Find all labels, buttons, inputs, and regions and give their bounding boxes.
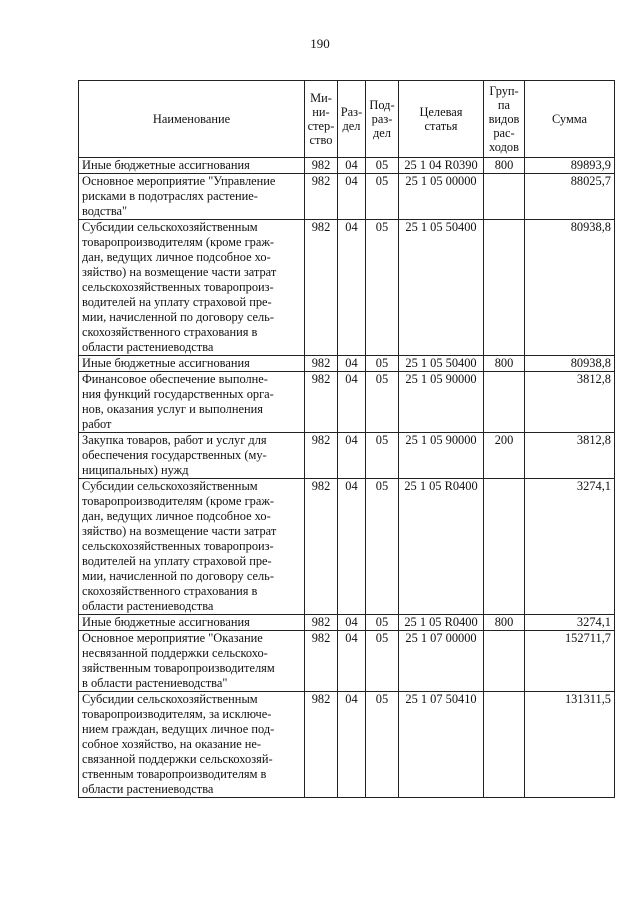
cell-target: 25 1 05 90000 [399,433,484,479]
cell-section: 04 [338,220,366,356]
cell-ministry: 982 [305,615,338,631]
cell-group [484,479,525,615]
cell-ministry: 982 [305,158,338,174]
page-number: 190 [310,36,330,51]
cell-sum: 88025,7 [525,174,615,220]
cell-target: 25 1 05 90000 [399,372,484,433]
cell-sum: 89893,9 [525,158,615,174]
table-row [79,174,615,220]
cell-name: Субсидии сельскохозяйственным товаропроизводителям, за исключе- нием граждан, ведущих личное под- собное хозяйство, на оказание не- связанной поддержки сельскохозяй- ственным товаропроизводителям в области растениеводства [79,692,305,798]
cell-subsection: 05 [366,356,399,372]
cell-sum: 131311,5 [525,692,615,798]
cell-subsection: 05 [366,372,399,433]
cell-subsection: 05 [366,692,399,798]
cell-group [484,692,525,798]
header-subsection [366,81,399,158]
cell-name: Иные бюджетные ассигнования [79,356,305,372]
cell-target: 25 1 05 00000 [399,174,484,220]
cell-target: 25 1 07 00000 [399,631,484,692]
header-group-text: Груп- па видов рас- ходов [488,84,520,154]
cell-subsection: 05 [366,174,399,220]
cell-name: Основное мероприятие "Оказание несвязанной поддержки сельскохо- зяйственным товаропроизводителям в области растениеводства" [79,631,305,692]
header-name-text: Наименование [152,112,231,126]
cell-target: 25 1 04 R0390 [399,158,484,174]
cell-sum: 152711,7 [525,631,615,692]
cell-subsection: 05 [366,631,399,692]
cell-ministry: 982 [305,433,338,479]
cell-section: 04 [338,356,366,372]
header-subsection-text: Под- раз- дел [369,98,395,140]
cell-section: 04 [338,615,366,631]
cell-group [484,372,525,433]
table-row [79,372,615,433]
table-row [79,158,615,174]
cell-sum: 80938,8 [525,356,615,372]
cell-ministry: 982 [305,692,338,798]
header-sum [525,81,615,158]
header-row [79,81,615,158]
cell-section: 04 [338,174,366,220]
header-target-text: Целевая статья [419,105,463,133]
cell-target: 25 1 05 R0400 [399,615,484,631]
header-section [338,81,366,158]
cell-ministry: 982 [305,220,338,356]
cell-target: 25 1 05 R0400 [399,479,484,615]
cell-ministry: 982 [305,479,338,615]
cell-sum: 3274,1 [525,615,615,631]
cell-section: 04 [338,631,366,692]
cell-section: 04 [338,479,366,615]
cell-subsection: 05 [366,433,399,479]
cell-target: 25 1 07 50410 [399,692,484,798]
cell-sum: 3812,8 [525,433,615,479]
cell-sum: 3812,8 [525,372,615,433]
budget-table [78,80,615,798]
cell-section: 04 [338,372,366,433]
cell-section: 04 [338,692,366,798]
cell-group: 200 [484,433,525,479]
header-target [399,81,484,158]
table-row [79,631,615,692]
cell-group [484,174,525,220]
cell-name: Субсидии сельскохозяйственным товаропроизводителям (кроме граж- дан, ведущих личное подсобное хо- зяйство) на возмещение части затрат сельскохозяйственных товаропроиз- водителей на уплату страховой пре- мии, начисленной по договору сель- скохозяйственного страхования в области растениеводства [79,479,305,615]
header-ministry-text: Ми- ни- стер- ство [307,91,335,147]
cell-section: 04 [338,433,366,479]
table-row [79,615,615,631]
cell-ministry: 982 [305,631,338,692]
header-ministry [305,81,338,158]
cell-name: Закупка товаров, работ и услуг для обеспечения государственных (му- ниципальных) нужд [79,433,305,479]
header-section-text: Раз- дел [340,105,363,133]
header-group [484,81,525,158]
header-name [79,81,305,158]
cell-ministry: 982 [305,174,338,220]
cell-group [484,631,525,692]
table-row [79,356,615,372]
cell-subsection: 05 [366,479,399,615]
cell-name: Иные бюджетные ассигнования [79,158,305,174]
table-row [79,479,615,615]
header-sum-text: Сумма [551,112,588,126]
table-body [79,158,615,798]
cell-sum: 3274,1 [525,479,615,615]
cell-name: Иные бюджетные ассигнования [79,615,305,631]
cell-target: 25 1 05 50400 [399,220,484,356]
cell-subsection: 05 [366,220,399,356]
cell-target: 25 1 05 50400 [399,356,484,372]
cell-subsection: 05 [366,615,399,631]
table-row [79,433,615,479]
cell-group: 800 [484,356,525,372]
cell-ministry: 982 [305,372,338,433]
cell-name: Финансовое обеспечение выполне- ния функций государственных орга- нов, оказания услуг и выполнения работ [79,372,305,433]
cell-section: 04 [338,158,366,174]
table-row [79,692,615,798]
cell-subsection: 05 [366,158,399,174]
cell-group: 800 [484,158,525,174]
table-row [79,220,615,356]
cell-group [484,220,525,356]
cell-name: Субсидии сельскохозяйственным товаропроизводителям (кроме граж- дан, ведущих личное подсобное хо- зяйство) на возмещение части затрат сельскохозяйственных товаропроиз- водителей на уплату страховой пре- мии, начисленной по договору сель- скохозяйственного страхования в области растениеводства [79,220,305,356]
cell-sum: 80938,8 [525,220,615,356]
cell-name: Основное мероприятие "Управление рисками в подотраслях растение- водства" [79,174,305,220]
cell-ministry: 982 [305,356,338,372]
cell-group: 800 [484,615,525,631]
